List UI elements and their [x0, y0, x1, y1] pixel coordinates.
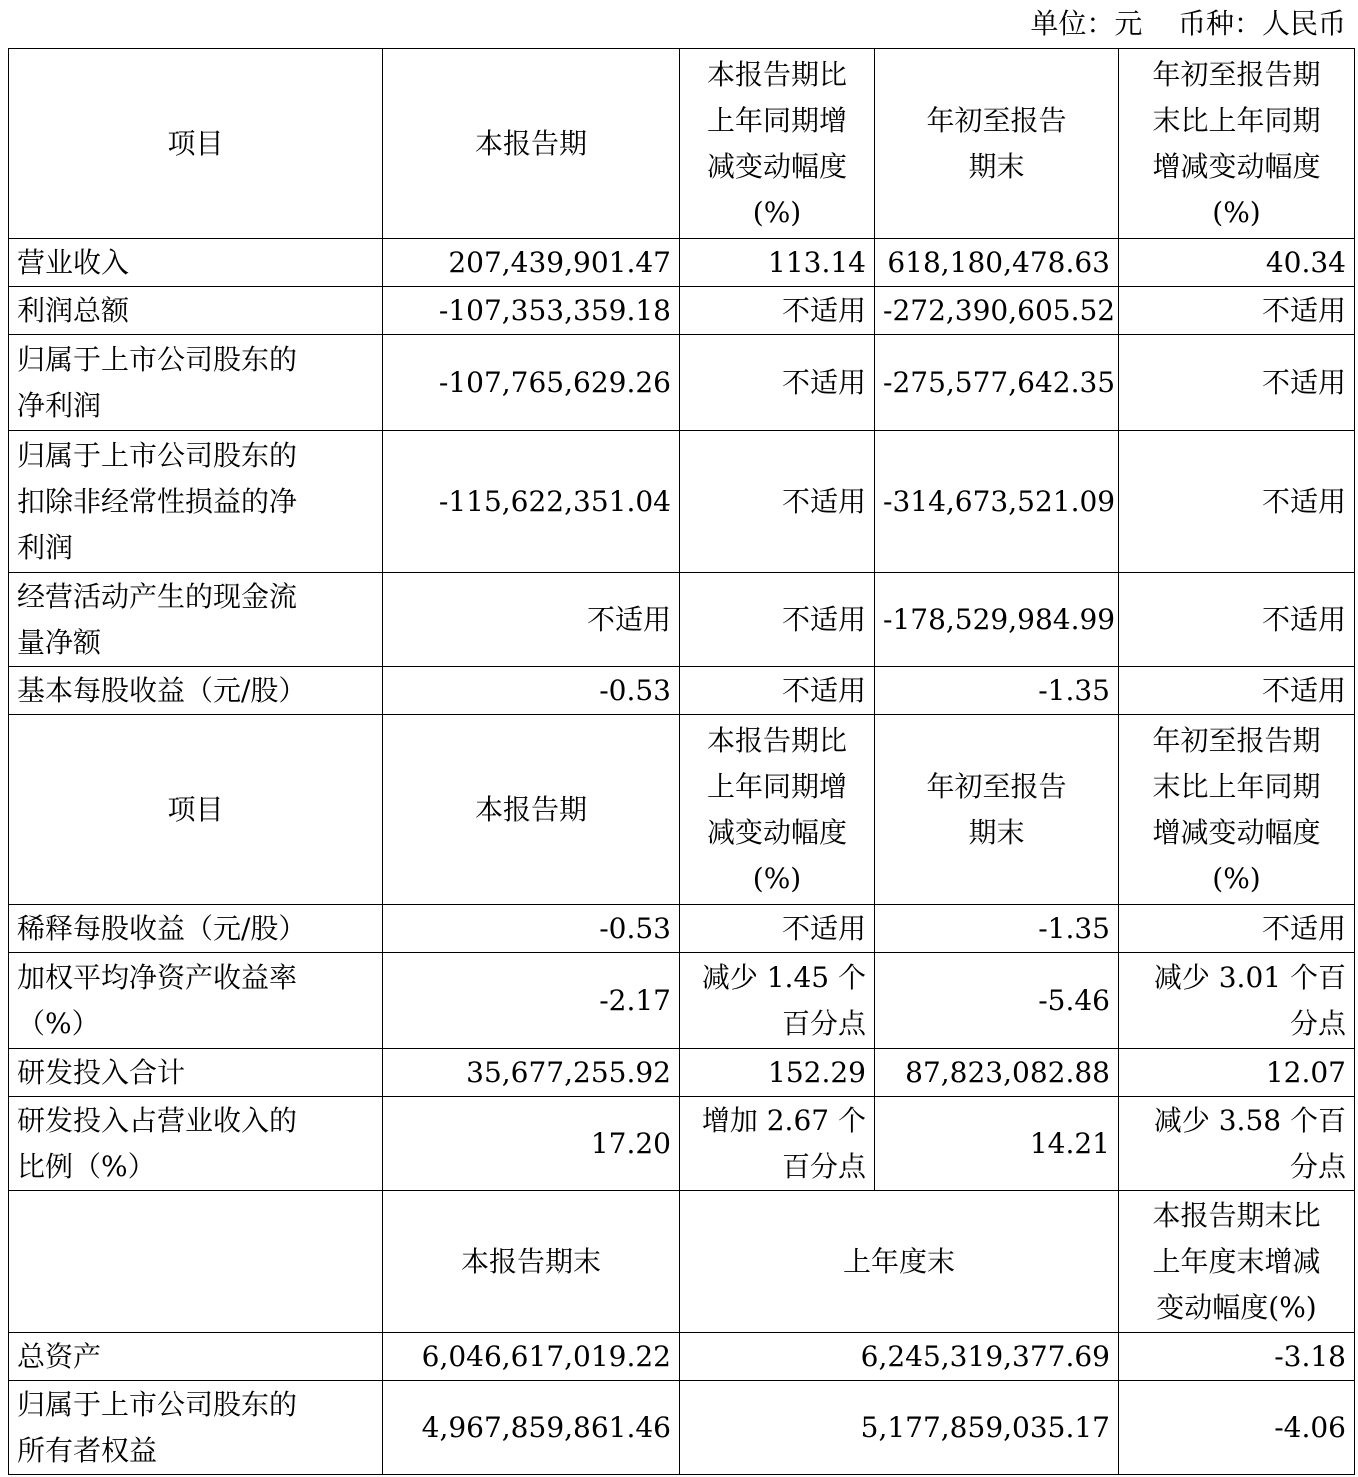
- cell-current: 35,677,255.92: [383, 1049, 680, 1097]
- row-label: 归属于上市公司股东的 净利润: [9, 335, 383, 431]
- cell-current: 17.20: [383, 1097, 680, 1191]
- row-label: 利润总额: [9, 287, 383, 335]
- header-current-period: 本报告期: [383, 49, 680, 239]
- table-row: [9, 335, 1355, 431]
- table-row: [9, 1097, 1355, 1191]
- row-label: 加权平均净资产收益率 （%）: [9, 953, 383, 1049]
- cell-period-end: 4,967,859,861.46: [383, 1381, 680, 1475]
- cell-change: 152.29: [680, 1049, 875, 1097]
- cell-change: -4.06: [1119, 1381, 1355, 1475]
- cell-ytd: -178,529,984.99: [875, 573, 1119, 667]
- cell-ytd: 618,180,478.63: [875, 239, 1119, 287]
- cell-ytd-change: 不适用: [1119, 573, 1355, 667]
- table-row: [9, 1381, 1355, 1475]
- cell-change: 减少 1.45 个 百分点: [680, 953, 875, 1049]
- cell-current: -107,353,359.18: [383, 287, 680, 335]
- cell-ytd-change: 不适用: [1119, 905, 1355, 953]
- cell-change: 不适用: [680, 667, 875, 715]
- row-label: 基本每股收益（元/股）: [9, 667, 383, 715]
- cell-change: 不适用: [680, 573, 875, 667]
- cell-current: -2.17: [383, 953, 680, 1049]
- cell-ytd: -275,577,642.35: [875, 335, 1119, 431]
- cell-current: -0.53: [383, 905, 680, 953]
- cell-ytd-change: 减少 3.01 个百 分点: [1119, 953, 1355, 1049]
- header-current-period: 本报告期: [383, 715, 680, 905]
- cell-change: 增加 2.67 个 百分点: [680, 1097, 875, 1191]
- cell-ytd-change: 不适用: [1119, 287, 1355, 335]
- cell-change: 113.14: [680, 239, 875, 287]
- cell-ytd-change: 减少 3.58 个百 分点: [1119, 1097, 1355, 1191]
- table-row: [9, 1049, 1355, 1097]
- row-label: 经营活动产生的现金流 量净额: [9, 573, 383, 667]
- financial-data-table: [8, 48, 1355, 1475]
- table-row: [9, 905, 1355, 953]
- cell-change: 不适用: [680, 431, 875, 573]
- header-current-change: 本报告期比 上年同期增 减变动幅度 (%): [680, 49, 875, 239]
- cell-period-end: 6,046,617,019.22: [383, 1333, 680, 1381]
- cell-ytd-change: 40.34: [1119, 239, 1355, 287]
- table-row: [9, 287, 1355, 335]
- row-label: 稀释每股收益（元/股）: [9, 905, 383, 953]
- header-current-change: 本报告期比 上年同期增 减变动幅度 (%): [680, 715, 875, 905]
- table-row: [9, 1333, 1355, 1381]
- cell-current: 不适用: [383, 573, 680, 667]
- cell-ytd: 87,823,082.88: [875, 1049, 1119, 1097]
- header-ytd-change: 年初至报告期 末比上年同期 增减变动幅度 (%): [1119, 49, 1355, 239]
- cell-current: -115,622,351.04: [383, 431, 680, 573]
- table-row: [9, 667, 1355, 715]
- header-item: 项目: [9, 715, 383, 905]
- row-label: 研发投入占营业收入的 比例（%）: [9, 1097, 383, 1191]
- table-row: [9, 573, 1355, 667]
- cell-ytd: -1.35: [875, 667, 1119, 715]
- header-period-end: 本报告期末: [383, 1191, 680, 1333]
- header-item: 项目: [9, 49, 383, 239]
- cell-current: 207,439,901.47: [383, 239, 680, 287]
- header-period-end-change: 本报告期末比 上年度末增减 变动幅度(%): [1119, 1191, 1355, 1333]
- header-item-blank: [9, 1191, 383, 1333]
- row-label: 营业收入: [9, 239, 383, 287]
- cell-ytd: 14.21: [875, 1097, 1119, 1191]
- cell-ytd: -5.46: [875, 953, 1119, 1049]
- row-label: 总资产: [9, 1333, 383, 1381]
- cell-ytd-change: 12.07: [1119, 1049, 1355, 1097]
- cell-ytd: -314,673,521.09: [875, 431, 1119, 573]
- cell-change: 不适用: [680, 287, 875, 335]
- table-row: [9, 239, 1355, 287]
- cell-ytd: -272,390,605.52: [875, 287, 1119, 335]
- table-header-row: [9, 715, 1355, 905]
- header-ytd-change: 年初至报告期 末比上年同期 增减变动幅度 (%): [1119, 715, 1355, 905]
- cell-ytd: -1.35: [875, 905, 1119, 953]
- cell-change: -3.18: [1119, 1333, 1355, 1381]
- table-header-row: [9, 49, 1355, 239]
- cell-ytd-change: 不适用: [1119, 667, 1355, 715]
- cell-current: -107,765,629.26: [383, 335, 680, 431]
- table-row: [9, 431, 1355, 573]
- cell-prior-year-end: 6,245,319,377.69: [680, 1333, 1119, 1381]
- table-header-row: [9, 1191, 1355, 1333]
- header-ytd: 年初至报告 期末: [875, 49, 1119, 239]
- cell-current: -0.53: [383, 667, 680, 715]
- table-row: [9, 953, 1355, 1049]
- row-label: 归属于上市公司股东的 扣除非经常性损益的净 利润: [9, 431, 383, 573]
- cell-prior-year-end: 5,177,859,035.17: [680, 1381, 1119, 1475]
- cell-ytd-change: 不适用: [1119, 335, 1355, 431]
- unit-currency-note: 单位：元 币种：人民币: [1030, 7, 1346, 40]
- header-prior-year-end: 上年度末: [680, 1191, 1119, 1333]
- cell-change: 不适用: [680, 905, 875, 953]
- row-label: 研发投入合计: [9, 1049, 383, 1097]
- row-label: 归属于上市公司股东的 所有者权益: [9, 1381, 383, 1475]
- cell-change: 不适用: [680, 335, 875, 431]
- cell-ytd-change: 不适用: [1119, 431, 1355, 573]
- header-ytd: 年初至报告 期末: [875, 715, 1119, 905]
